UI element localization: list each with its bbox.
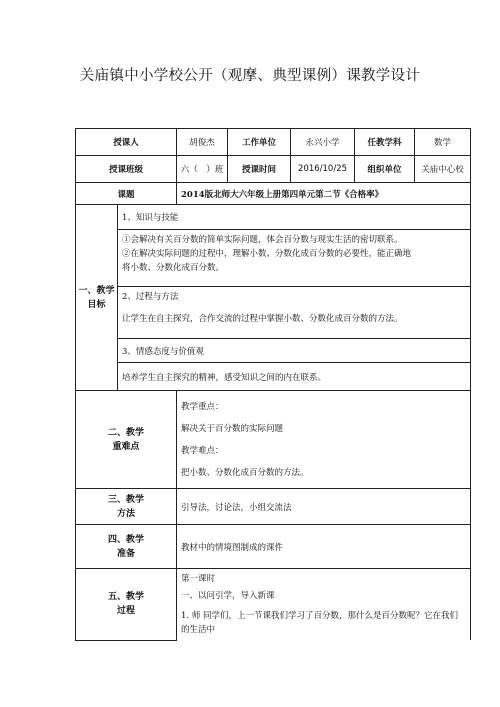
lesson-plan-table: [75, 128, 471, 641]
topic-value: 2014版北师大六年级上册第四单元第二节《合格率》: [177, 183, 471, 205]
teacher-label: 授课人: [76, 129, 177, 156]
class-label: 授课班级: [76, 156, 177, 183]
prep-section-label: 四、教学 准备: [76, 525, 177, 569]
methods-row: [76, 489, 471, 525]
goals-row-2: [76, 230, 471, 287]
goals-knowledge-text: ①会解决有关百分数的简单实际问题，体会百分数与现实生活的密切联系。 ②在解决实际问题的过程中，理解小数、分数化成百分数的必要性，能正确地 将小数、分数化成百分数。: [118, 230, 471, 287]
goals-attitude-text: 培养学生自主探究的精神，感受知识之间的内在联系。: [118, 363, 471, 391]
methods-section-label: 三、教学 方法: [76, 489, 177, 525]
key-title: 教学重点：: [181, 401, 224, 412]
goals-row-4: [76, 339, 471, 363]
process-content: [177, 569, 471, 641]
goals-row-3: [76, 287, 471, 339]
goals-section-label: 一、教学 目标: [76, 205, 118, 391]
process-step-1: 一、以问引学，导入新课: [181, 591, 275, 601]
class-value: 六（ ）班: [177, 156, 228, 183]
time-label: 授课时间: [228, 156, 291, 183]
teacher-value: 胡俊杰: [177, 129, 228, 156]
keypoints-section-label: 二、教学 重难点: [76, 391, 177, 489]
process-lesson: 第一课时: [181, 574, 216, 584]
time-value: 2016/10/25: [291, 156, 355, 183]
org-label: 组织单位: [355, 156, 415, 183]
keypoints-row: [76, 391, 471, 489]
methods-text: 引导法，讨论法，小组交流法: [177, 489, 471, 525]
difficulty-text: 把小数、分数化成百分数的方法。: [181, 467, 309, 478]
goals-knowledge-title: 1、知识与技能: [118, 205, 471, 230]
topic-row: [76, 183, 471, 205]
prep-text: 教材中的情境图制成的课件: [177, 525, 471, 569]
topic-label: 课题: [76, 183, 177, 205]
process-section-label: 五、教学 过程: [76, 569, 177, 641]
goals-process: 2、过程与方法 让学生在自主探究，合作交流的过程中掌握小数、分数化成百分数的方法。: [118, 287, 471, 339]
info-row-1: [76, 129, 471, 156]
prep-row: [76, 525, 471, 569]
page-title: 关庙镇中小学校公开（观摩、典型课例）课教学设计: [79, 68, 421, 84]
difficulty-title: 教学难点：: [181, 445, 224, 456]
subject-value: 数学: [415, 129, 471, 156]
subject-label: 任教学科: [355, 129, 415, 156]
unit-value: 永兴小学: [291, 129, 355, 156]
unit-label: 工作单位: [228, 129, 291, 156]
org-value: 关庙中心校: [415, 156, 471, 183]
goals-row-5: [76, 363, 471, 391]
key-text: 解决关于百分数的实际问题: [181, 423, 284, 434]
keypoints-content: [177, 391, 471, 489]
goals-attitude-title: 3、情感态度与价值观: [118, 339, 471, 363]
info-row-2: [76, 156, 471, 183]
process-text-1: 1. 师 同学们，上一节课我们学习了百分数，那什么是百分数呢？它在我们的生活中: [181, 611, 459, 635]
goals-row-1: [76, 205, 471, 230]
process-row: [76, 569, 471, 641]
